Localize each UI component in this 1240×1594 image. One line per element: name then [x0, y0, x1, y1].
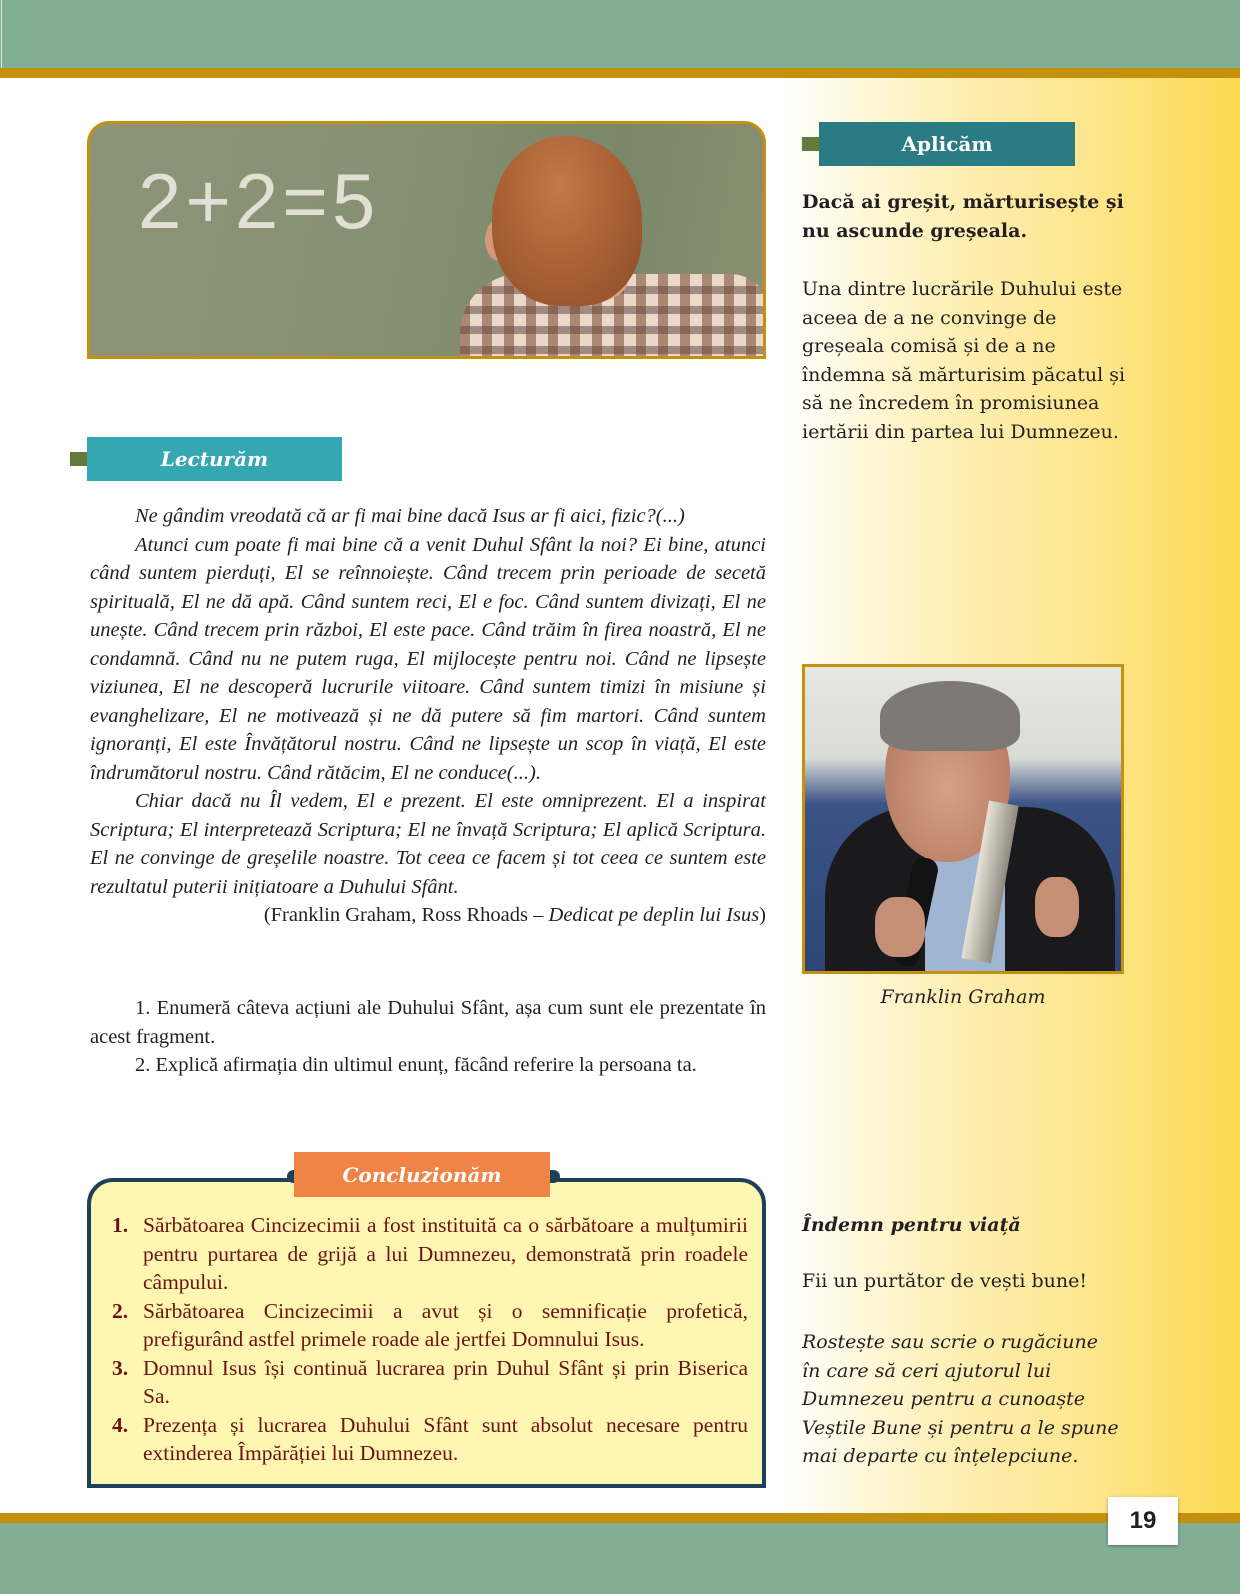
conclusion-list	[112, 1211, 748, 1468]
reading-paragraph: Chiar dacă nu Îl vedem, El e prezent. El este omniprezent. El a inspirat Scriptura; El interpretează Scriptura; El ne învață Scriptura; El aplică Scriptura. El ne convinge de greșelile noastre. Tot ceea ce facem și tot ceea ce suntem este rezultatul puterii inițiatoare a Duhului Sfânt.	[90, 790, 766, 898]
aplicam-body: Una dintre lucrările Duhului este aceea de a ne convinge de greșeala comisă și de a ne îndemna să mărturisim păcatul și să ne încredem în promisiunea iertării din partea lui Dumnezeu.	[802, 278, 1126, 443]
lecturam-heading: Lecturăm	[87, 437, 342, 481]
franklin-graham-photo	[802, 664, 1124, 974]
boy-head	[492, 136, 642, 306]
questions	[90, 994, 766, 1080]
photo-hand	[1035, 877, 1079, 937]
item-text: Prezența și lucrarea Duhului Sfânt sunt absolut necesare pentru extinderea Împărăției lui Dumnezeu.	[143, 1412, 748, 1465]
citation-close: )	[759, 904, 766, 926]
citation-authors: (Franklin Graham, Ross Rhoads –	[263, 904, 549, 926]
concluzionam-heading: Concluzionăm	[294, 1152, 550, 1197]
chalk-equation: 2+2=5	[138, 157, 380, 245]
reading-paragraph: Ne gândim vreodată că ar fi mai bine dacă Isus ar fi aici, fizic?(...)	[135, 505, 685, 527]
citation-book: Dedicat pe deplin lui Isus	[548, 904, 760, 926]
item-text: Domnul Isus își continuă lucrarea prin Duhul Sfânt și prin Biserica Sa.	[143, 1355, 748, 1408]
reading-excerpt	[90, 502, 766, 930]
item-text: Sărbătoarea Cincizecimii a avut și o semnificație profetică, prefigurând astfel primele roade ale jertfei Domnului Isus.	[143, 1298, 748, 1351]
item-text: Sărbătoarea Cincizecimii a fost instituită ca o sărbătoare a mulțumirii pentru purtarea de grijă a lui Dumnezeu, demonstrată prin roadele câmpului.	[143, 1213, 748, 1294]
bottom-band	[0, 1523, 1240, 1594]
item-number: 4.	[112, 1412, 129, 1437]
chalkboard-photo	[87, 121, 766, 359]
photo-hair	[880, 681, 1020, 751]
photo-hand	[875, 897, 925, 957]
indemn-body: Rostește sau scrie o rugăciune în care să ceri ajutorul lui Dumnezeu pentru a cunoaște Veștile Bune și pentru a le spune mai departe cu înțelepciune.	[802, 1331, 1119, 1468]
question-item: 2. Explică afirmația din ultimul enunț, făcând referire la persoana ta.	[135, 1054, 697, 1076]
bottom-rule	[0, 1513, 1240, 1523]
conclusion-item	[112, 1354, 748, 1411]
page-number: 19	[1108, 1497, 1178, 1545]
indemn-call: Fii un purtător de vești bune!	[802, 1270, 1087, 1292]
item-number: 3.	[112, 1355, 129, 1380]
aplicam-title: Dacă ai greșit, mărturisește și nu ascunde greșeala.	[802, 191, 1124, 242]
question-item: 1. Enumeră câteva acțiuni ale Duhului Sfânt, așa cum sunt ele prezentate în acest fragment.	[90, 997, 766, 1048]
item-number: 1.	[112, 1213, 129, 1237]
citation	[90, 901, 766, 930]
conclusion-item	[112, 1297, 748, 1354]
top-rule	[0, 68, 1240, 78]
indemn-title: Îndemn pentru viață	[802, 1214, 1021, 1236]
reading-paragraph: Atunci cum poate fi mai bine că a venit Duhul Sfânt la noi? Ei bine, atunci când suntem pierduți, El se reînnoiește. Când trecem prin perioade de secetă spirituală, El ne dă apă. Când suntem reci, El e foc. Când suntem divizați, El ne unește. Când trecem prin război, El este pace. Când trăim în firea noastră, El ne condamnă. Când nu ne putem ruga, El mijlocește pentru noi. Când ne lipsește viziunea, El ne descoperă lucrurile viitoare. Când suntem timizi în misiune și evanghelizare, El ne motivează și ne dă putere să fim martori. Când suntem ignoranți, El este Învățătorul nostru. Când ne lipsește un scop în viață, El este îndrumătorul nostru. Când rătăcim, El ne conduce(...).	[90, 533, 766, 784]
aplicam-heading: Aplicăm	[819, 122, 1075, 166]
conclusion-item	[112, 1411, 748, 1468]
top-band	[0, 0, 1240, 68]
conclusion-item	[112, 1211, 748, 1297]
photo-caption: Franklin Graham	[880, 986, 1046, 1008]
item-number: 2.	[112, 1298, 129, 1323]
